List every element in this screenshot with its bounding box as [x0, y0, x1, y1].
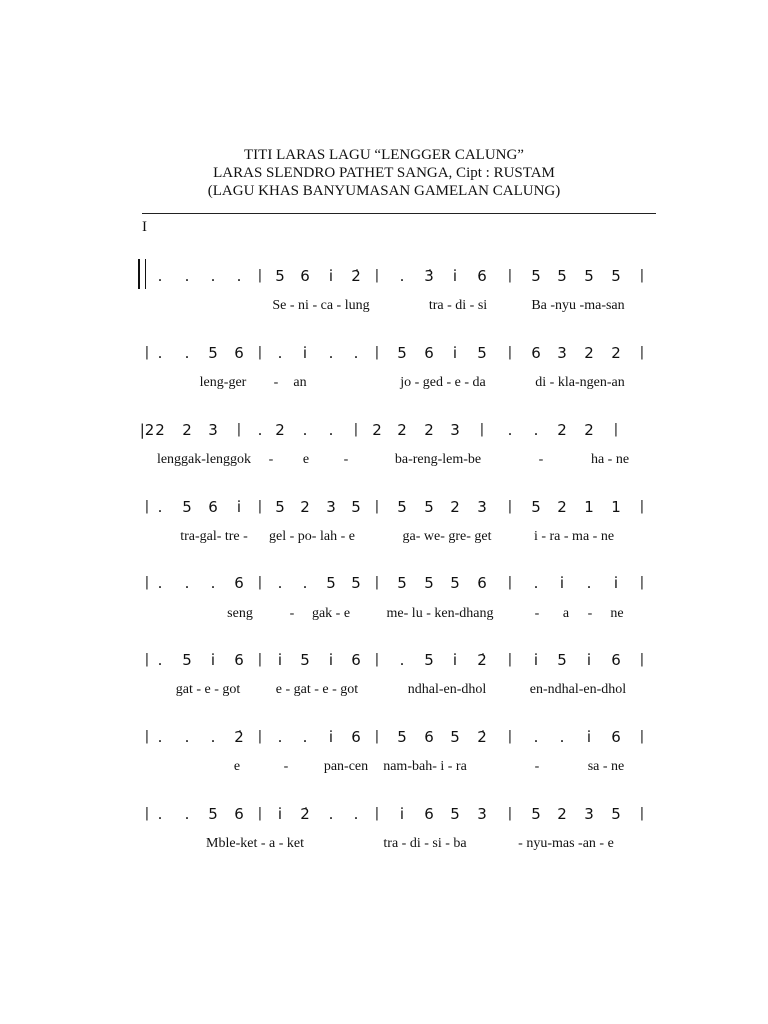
lyric-text: ndhal-en-dhol	[407, 682, 487, 697]
note-cell: 2̇	[300, 805, 310, 823]
barline: |	[374, 729, 380, 744]
lyric-text: gel - po- lah - e	[269, 529, 355, 544]
note-cell: i̇	[613, 574, 619, 592]
note-cell: .	[184, 574, 190, 592]
note-cell: .	[302, 421, 308, 439]
lyric-text: di - kla-ngen-an	[535, 375, 625, 390]
note-cell: 2̇	[477, 651, 487, 669]
note-cell: .	[277, 574, 283, 592]
note-cell: 2	[557, 498, 567, 516]
barline: |	[257, 575, 263, 590]
note-cell: .	[533, 574, 539, 592]
barline: |	[257, 729, 263, 744]
note-cell: 2̇	[477, 728, 487, 746]
barline: |	[507, 499, 513, 514]
note-cell: .	[586, 574, 592, 592]
note-cell: .	[210, 267, 216, 285]
note-cell: i̇	[452, 651, 458, 669]
lyric-text: ga- we- gre- get	[402, 529, 492, 544]
note-cell: 5	[557, 651, 567, 669]
note-cell: 6	[208, 498, 218, 516]
note-cell: .	[184, 805, 190, 823]
note-cell: 5	[611, 805, 621, 823]
note-cell: .	[157, 651, 163, 669]
note-cell: 3	[450, 421, 460, 439]
note-cell: 6	[234, 805, 244, 823]
note-cell: 2	[557, 805, 567, 823]
barline: |	[374, 345, 380, 360]
note-cell: 6	[424, 805, 434, 823]
note-cell: 6	[424, 728, 434, 746]
note-cell: 2	[424, 421, 434, 439]
barline: |	[507, 729, 513, 744]
barline: |	[507, 652, 513, 667]
note-cell: 2̇	[351, 267, 361, 285]
lyric-text: -	[538, 452, 544, 467]
note-cell: 5	[397, 728, 407, 746]
note-cell: 5	[208, 805, 218, 823]
note-cell: 5	[531, 805, 541, 823]
note-cell: .	[157, 267, 163, 285]
note-cell: i̇	[210, 651, 216, 669]
barline: |	[507, 268, 513, 283]
barline: |	[144, 345, 150, 360]
barline: |	[374, 652, 380, 667]
title-line-3: (LAGU KHAS BANYUMASAN GAMELAN CALUNG)	[207, 183, 561, 199]
note-cell: 2	[397, 421, 407, 439]
lyric-text: Se - ni - ca - lung	[272, 298, 370, 313]
note-cell: .	[533, 421, 539, 439]
note-cell: .	[399, 651, 405, 669]
note-cell: 2	[557, 421, 567, 439]
barline: |	[257, 345, 263, 360]
lyric-text: ba-reng-lem-be	[394, 452, 482, 467]
lyric-text: jo - ged - e - da	[400, 375, 486, 390]
lyric-text: tra - di - si - ba	[383, 836, 467, 851]
note-cell: 6	[477, 267, 487, 285]
lyric-text: seng	[227, 606, 253, 621]
note-cell: 5	[208, 344, 218, 362]
lyric-text: i - ra - ma - ne	[533, 529, 615, 544]
note-cell: 2	[155, 421, 165, 439]
note-cell: .	[184, 344, 190, 362]
note-cell: i̇	[328, 267, 334, 285]
note-cell: 3	[326, 498, 336, 516]
note-cell: 5	[397, 344, 407, 362]
note-cell: 5	[531, 267, 541, 285]
note-cell: .	[184, 728, 190, 746]
note-cell: 3	[584, 805, 594, 823]
lyric-text: en-ndhal-en-dhol	[529, 682, 627, 697]
note-cell: 5	[424, 498, 434, 516]
barline: |	[144, 575, 150, 590]
note-cell: 2	[611, 344, 621, 362]
note-cell: .	[353, 805, 359, 823]
barline: |	[374, 806, 380, 821]
note-cell: 6	[234, 574, 244, 592]
note-cell: .	[210, 574, 216, 592]
lyric-text: ha - ne	[590, 452, 630, 467]
note-cell: 3	[477, 805, 487, 823]
barline: |	[639, 652, 645, 667]
note-cell: 6	[424, 344, 434, 362]
barline: |	[639, 575, 645, 590]
note-cell: .	[277, 344, 283, 362]
note-cell: 5	[477, 344, 487, 362]
barline: |	[144, 806, 150, 821]
note-cell: 5	[351, 498, 361, 516]
note-cell: 6	[351, 651, 361, 669]
title-line-1: TITI LARAS LAGU “LENGGER CALUNG”	[244, 147, 524, 163]
barline: |	[257, 652, 263, 667]
lyric-text: -	[268, 452, 274, 467]
lyric-text: an	[293, 375, 307, 390]
note-cell: 5	[424, 574, 434, 592]
lyric-text: e - gat - e - got	[275, 682, 359, 697]
note-cell: i̇	[277, 805, 283, 823]
note-cell: 2	[450, 498, 460, 516]
note-cell: 3	[208, 421, 218, 439]
note-cell: 5	[557, 267, 567, 285]
note-cell: i̇	[328, 728, 334, 746]
note-cell: .	[328, 805, 334, 823]
barline: |	[507, 345, 513, 360]
note-cell: 5	[182, 651, 192, 669]
lyric-text: lenggak-lenggok	[156, 452, 252, 467]
lyric-text: gat - e - got	[175, 682, 241, 697]
lyric-text: leng-ger	[199, 375, 247, 390]
note-cell: 1	[611, 498, 621, 516]
barline: |	[639, 499, 645, 514]
note-cell: |2	[139, 421, 155, 439]
note-cell: i̇	[302, 344, 308, 362]
lyric-text: pan-cen	[323, 759, 369, 774]
lyric-text: tra - di - si	[428, 298, 488, 313]
note-cell: 6	[351, 728, 361, 746]
note-cell: 2	[584, 344, 594, 362]
note-cell: 2̇	[234, 728, 244, 746]
note-cell: 2	[584, 421, 594, 439]
lyric-text: - nyu-mas -an - e	[518, 836, 614, 851]
note-cell: 1	[584, 498, 594, 516]
note-cell: .	[210, 728, 216, 746]
note-cell: 6	[611, 728, 621, 746]
note-cell: .	[236, 267, 242, 285]
note-cell: i̇	[586, 651, 592, 669]
barline: |	[639, 345, 645, 360]
note-cell: 5	[531, 498, 541, 516]
barline: |	[479, 422, 485, 437]
note-cell: 5	[584, 267, 594, 285]
note-cell: i̇	[533, 651, 539, 669]
lyric-text: nam-bah- i - ra	[383, 759, 467, 774]
note-cell: i̇	[277, 651, 283, 669]
note-cell: .	[399, 267, 405, 285]
note-cell: .	[328, 344, 334, 362]
barline: |	[257, 806, 263, 821]
note-cell: .	[302, 728, 308, 746]
note-cell: .	[157, 344, 163, 362]
note-cell: i̇	[328, 651, 334, 669]
barline: |	[144, 652, 150, 667]
note-cell: 5	[450, 805, 460, 823]
lyric-text: -	[289, 606, 295, 621]
note-cell: 2	[182, 421, 192, 439]
barline: |	[613, 422, 619, 437]
note-cell: .	[328, 421, 334, 439]
lyric-text: -	[343, 452, 349, 467]
note-cell: 5	[424, 651, 434, 669]
barline: |	[236, 422, 242, 437]
note-cell: 6	[234, 651, 244, 669]
barline: |	[257, 268, 263, 283]
barline: |	[507, 575, 513, 590]
note-cell: i̇	[452, 344, 458, 362]
note-cell: i̇	[559, 574, 565, 592]
lyric-text: -	[587, 606, 593, 621]
note-cell: .	[302, 574, 308, 592]
note-cell: .	[157, 574, 163, 592]
lyric-text: tra-gal- tre -	[180, 529, 248, 544]
lyric-text: e	[233, 759, 241, 774]
lyric-text: ne	[610, 606, 624, 621]
note-cell: 5	[275, 498, 285, 516]
note-cell: .	[157, 805, 163, 823]
note-cell: 3	[477, 498, 487, 516]
note-cell: .	[559, 728, 565, 746]
barline: |	[374, 268, 380, 283]
barline: |	[374, 575, 380, 590]
lyric-text: -	[534, 759, 540, 774]
note-cell: 3	[557, 344, 567, 362]
lyric-text: Mble-ket - a - ket	[206, 836, 304, 851]
note-cell: 2	[372, 421, 382, 439]
note-cell: i̇	[399, 805, 405, 823]
barline: |	[353, 422, 359, 437]
note-cell: .	[277, 728, 283, 746]
note-cell: 5	[351, 574, 361, 592]
title-line-2: LARAS SLENDRO PATHET SANGA, Cipt : RUSTAM	[213, 165, 555, 181]
note-cell: 6	[531, 344, 541, 362]
lyric-text: sa - ne	[587, 759, 625, 774]
note-cell: 5	[397, 498, 407, 516]
document-title-block	[0, 146, 768, 200]
lyric-text: -	[273, 375, 279, 390]
note-cell: 6	[300, 267, 310, 285]
note-cell: 6	[611, 651, 621, 669]
note-cell: 6	[234, 344, 244, 362]
note-cell: i̇	[452, 267, 458, 285]
barline: |	[257, 499, 263, 514]
note-cell: 2	[275, 421, 285, 439]
note-cell: .	[157, 498, 163, 516]
note-cell: .	[533, 728, 539, 746]
note-cell: i̇	[236, 498, 242, 516]
note-cell: 3̇	[424, 267, 434, 285]
note-cell: 5	[326, 574, 336, 592]
note-cell: .	[157, 728, 163, 746]
note-cell: .	[507, 421, 513, 439]
barline: |	[144, 729, 150, 744]
note-cell: 5	[450, 574, 460, 592]
note-cell: .	[257, 421, 263, 439]
lyric-text: gak - e	[311, 606, 351, 621]
lyric-text: Ba -nyu -ma-san	[531, 298, 625, 313]
barline: |	[639, 268, 645, 283]
barline: |	[507, 806, 513, 821]
note-cell: .	[353, 344, 359, 362]
note-cell: 5	[611, 267, 621, 285]
note-cell: 5	[450, 728, 460, 746]
note-cell: 5	[300, 651, 310, 669]
note-cell: i̇	[586, 728, 592, 746]
barline: |	[639, 729, 645, 744]
section-label: I	[142, 219, 147, 235]
lyric-text: -	[534, 606, 540, 621]
barline: |	[639, 806, 645, 821]
lyric-text: a	[562, 606, 570, 621]
note-cell: 2	[300, 498, 310, 516]
note-cell: 5	[182, 498, 192, 516]
repeat-start-glyph	[138, 259, 146, 289]
horizontal-divider	[142, 213, 656, 214]
lyric-text: e	[302, 452, 310, 467]
barline: |	[374, 499, 380, 514]
lyric-text: -	[283, 759, 289, 774]
lyric-text: me- lu - ken-dhang	[386, 606, 494, 621]
note-cell: 6	[477, 574, 487, 592]
note-cell: .	[184, 267, 190, 285]
barline: |	[144, 499, 150, 514]
note-cell: 5	[397, 574, 407, 592]
note-cell: 5	[275, 267, 285, 285]
